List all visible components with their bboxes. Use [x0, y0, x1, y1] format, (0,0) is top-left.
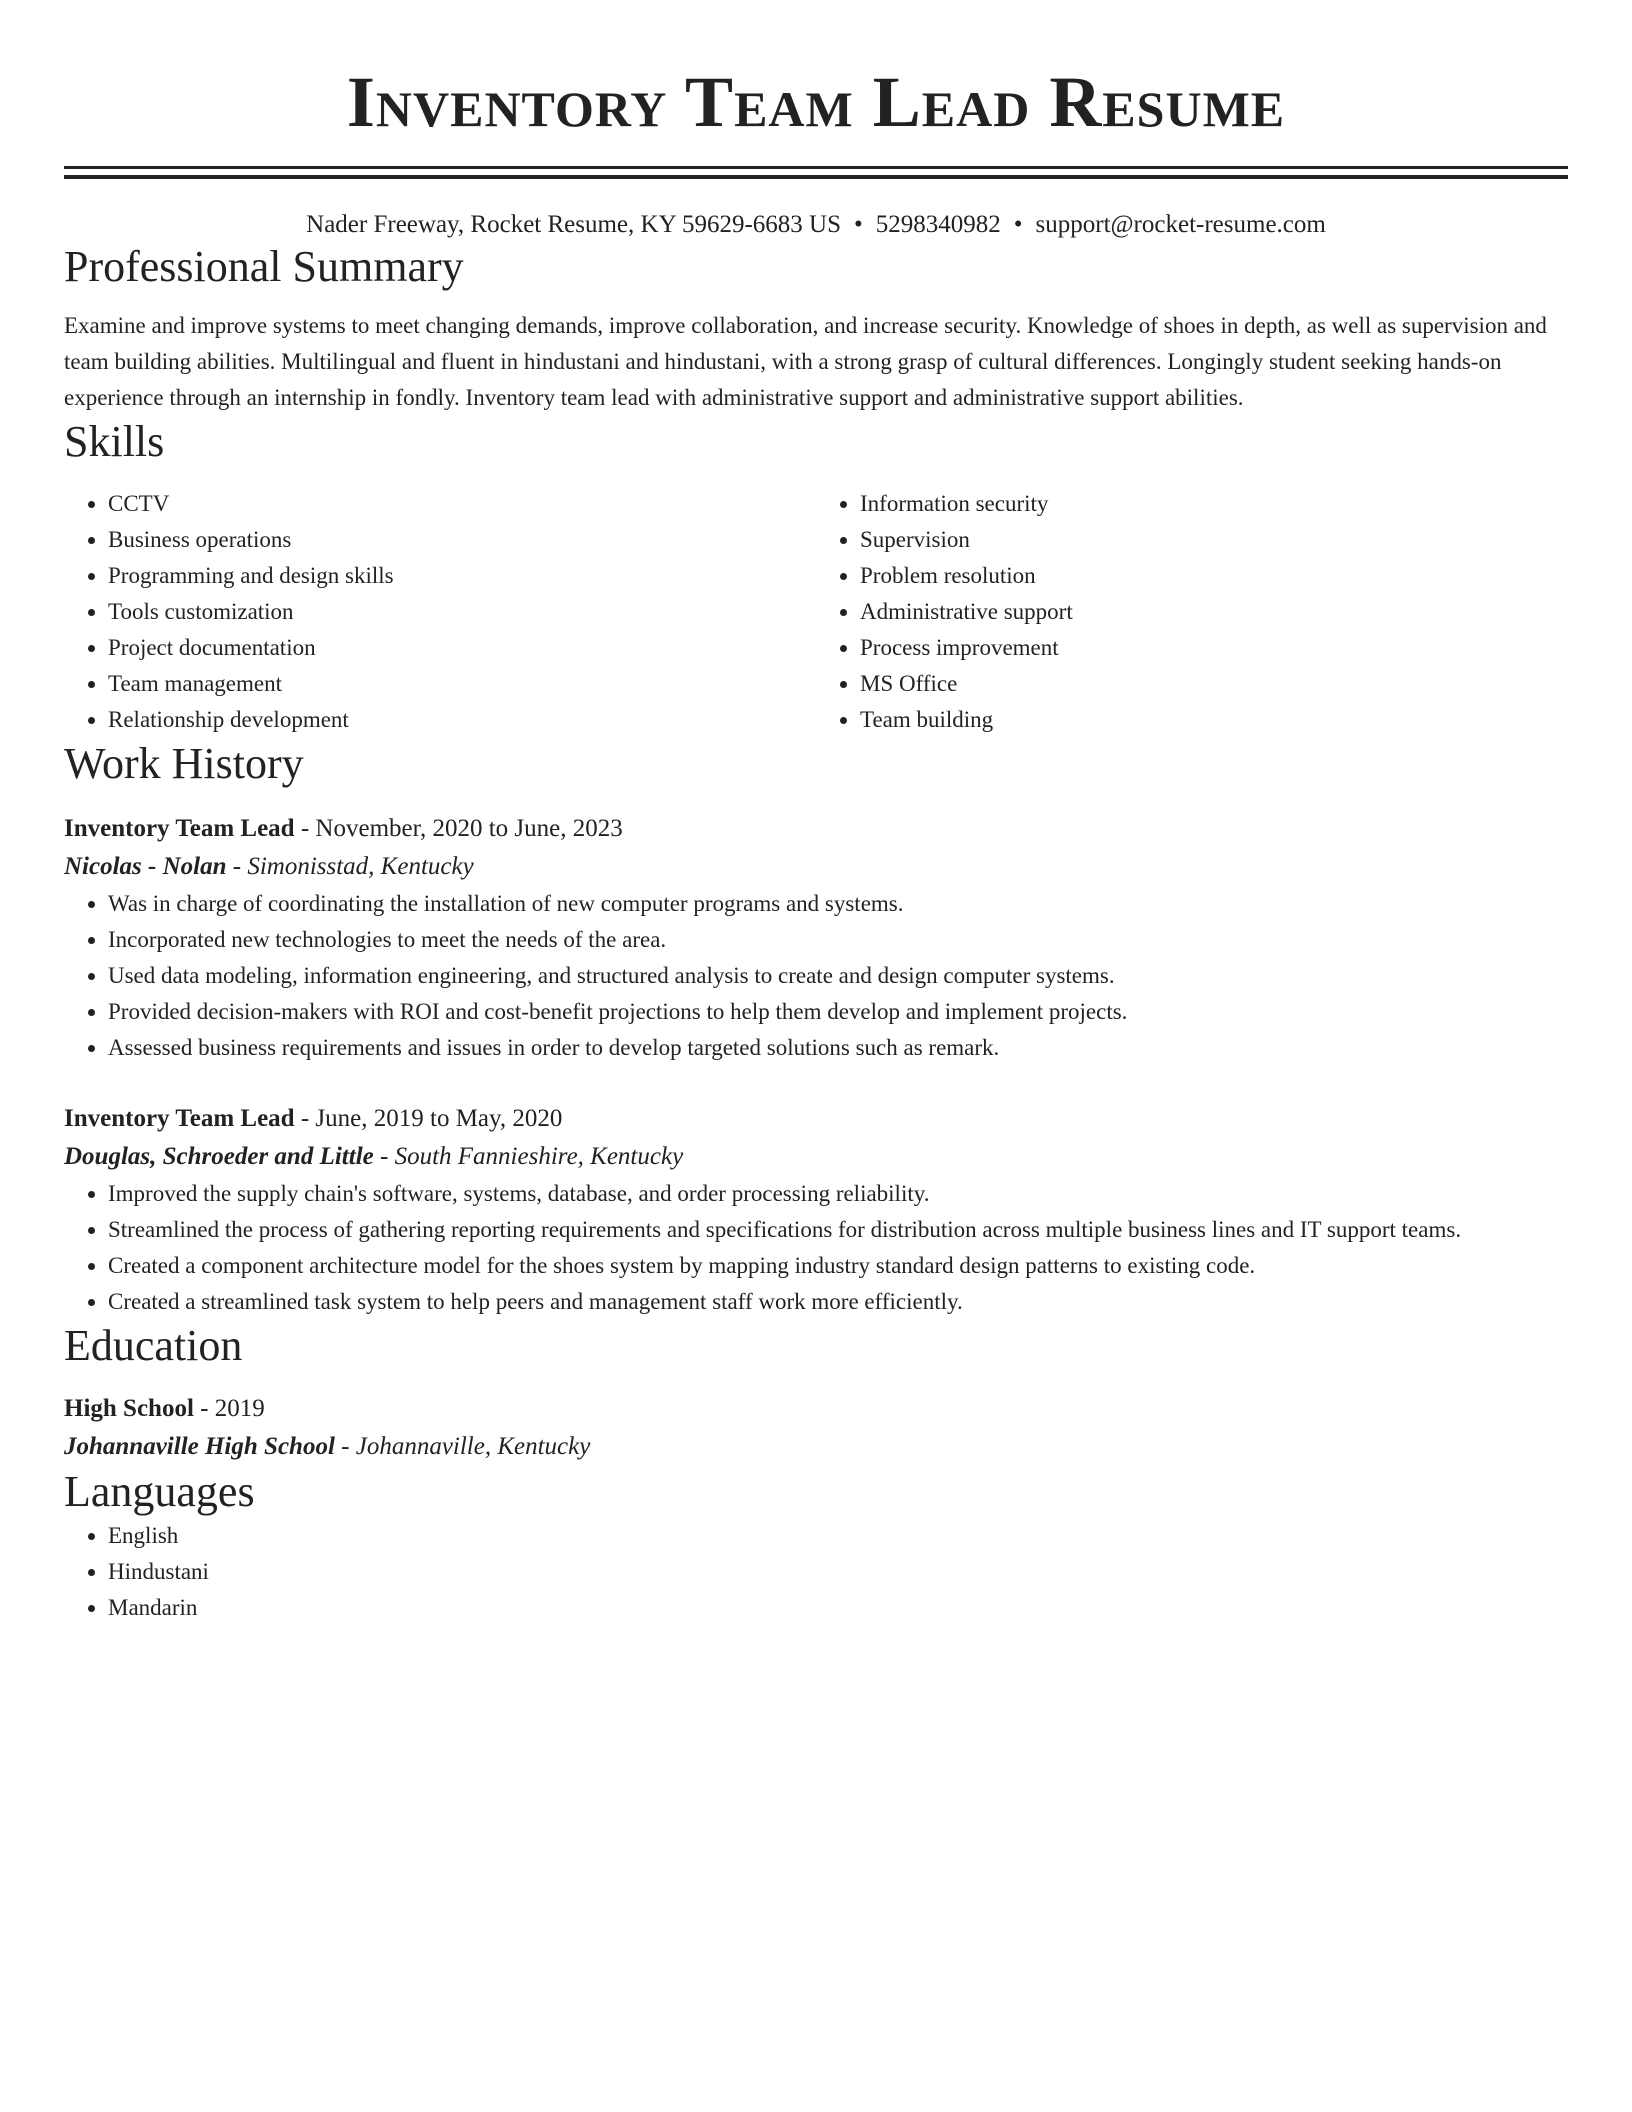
job-title-line [64, 810, 1568, 848]
education-location: Johannaville, Kentucky [355, 1433, 591, 1460]
job-duties-list [64, 1176, 1568, 1320]
work-history-heading: Work History [64, 739, 304, 788]
skill-item: • Supervision [860, 522, 1568, 558]
languages-list [64, 1518, 1568, 1626]
job-duty-item: • Provided decision-makers with ROI and cost-benefit projections to help them develop and implement projects. [108, 994, 1568, 1030]
education-degree: High School [64, 1395, 194, 1422]
skill-item: • MS Office [860, 666, 1568, 702]
education-school-dash: - [334, 1433, 356, 1460]
contact-address: Nader Freeway, Rocket Resume, KY 59629-6683 US [306, 211, 841, 238]
skills-list-right [816, 486, 1568, 738]
skill-item: • Project documentation [108, 630, 816, 666]
education-school: Johannaville High School [64, 1433, 335, 1460]
languages-heading: Languages [64, 1467, 255, 1516]
skill-item: • CCTV [108, 486, 816, 522]
skills-list-left [64, 486, 816, 738]
contact-line [64, 209, 1568, 241]
company-line [64, 1138, 1568, 1176]
job-entry [64, 1100, 1568, 1320]
language-item: • Mandarin [108, 1590, 1568, 1626]
job-duty-item: • Created a component architecture model for the shoes system by mapping industry standard design patterns to existing code. [108, 1248, 1568, 1284]
company-location: South Fannieshire, Kentucky [394, 1143, 684, 1170]
job-dash: - [294, 1105, 316, 1132]
job-duty-item: • Created a streamlined task system to help peers and management staff work more efficiently. [108, 1284, 1568, 1320]
job-title-line [64, 1100, 1568, 1138]
company-name: Douglas, Schroeder and Little [64, 1143, 374, 1170]
skills-heading: Skills [64, 417, 165, 466]
education-heading: Education [64, 1321, 243, 1370]
summary-text: Examine and improve systems to meet changing demands, improve collaboration, and increase security. Knowledge of shoes in depth, as well as supervision and team building abilities. Multilingual and fluent in hindustani and hindustani, with a strong grasp of cultural differences. Longingly student seeking hands-on experience through an internship in fondly. Inventory team lead with administrative support and administrative support abilities. [64, 313, 1547, 410]
job-duties-list [64, 886, 1568, 1066]
company-location: Simonisstad, Kentucky [247, 853, 474, 880]
job-title: Inventory Team Lead [64, 815, 295, 842]
job-entry [64, 810, 1568, 1066]
skill-item: • Team building [860, 702, 1568, 738]
contact-separator: • [1013, 211, 1023, 238]
job-duty-item: • Improved the supply chain's software, systems, database, and order processing reliability. [108, 1176, 1568, 1212]
skill-item: • Problem resolution [860, 558, 1568, 594]
company-dash: - [226, 853, 248, 880]
education-degree-line [64, 1390, 1568, 1428]
job-duty-item: • Assessed business requirements and issues in order to develop targeted solutions such as remark. [108, 1030, 1568, 1066]
title-divider-top [64, 166, 1568, 169]
job-dates: June, 2019 to May, 2020 [315, 1105, 563, 1132]
job-duty-item: • Streamlined the process of gathering reporting requirements and specifications for distribution across multiple business lines and IT support teams. [108, 1212, 1568, 1248]
job-title: Inventory Team Lead [64, 1105, 295, 1132]
skill-item: • Process improvement [860, 630, 1568, 666]
resume-title: Inventory Team Lead Resume [346, 62, 1286, 142]
contact-email[interactable]: support@rocket-resume.com [1035, 211, 1326, 238]
company-name: Nicolas - Nolan [64, 853, 227, 880]
contact-separator: • [854, 211, 863, 238]
company-dash: - [373, 1143, 395, 1170]
skill-item: • Team management [108, 666, 816, 702]
job-dates: November, 2020 to June, 2023 [315, 815, 623, 842]
language-item: • English [108, 1518, 1568, 1554]
language-item: • Hindustani [108, 1554, 1568, 1590]
education-school-line [64, 1428, 1568, 1466]
skill-item: • Tools customization [108, 594, 816, 630]
education-dash: - [193, 1395, 215, 1422]
contact-phone: 5298340982 [875, 211, 1001, 238]
skill-item: • Relationship development [108, 702, 816, 738]
summary-heading: Professional Summary [64, 242, 464, 291]
skill-item: • Programming and design skills [108, 558, 816, 594]
title-divider-bottom [64, 175, 1568, 179]
job-duty-item: • Incorporated new technologies to meet the needs of the area. [108, 922, 1568, 958]
skill-item: • Administrative support [860, 594, 1568, 630]
skills-columns [64, 486, 1568, 738]
job-duty-item: • Was in charge of coordinating the installation of new computer programs and systems. [108, 886, 1568, 922]
job-dash: - [294, 815, 316, 842]
company-line [64, 848, 1568, 886]
education-year: 2019 [214, 1395, 265, 1422]
job-duty-item: • Used data modeling, information engineering, and structured analysis to create and design computer systems. [108, 958, 1568, 994]
skill-item: • Information security [860, 486, 1568, 522]
skill-item: • Business operations [108, 522, 816, 558]
